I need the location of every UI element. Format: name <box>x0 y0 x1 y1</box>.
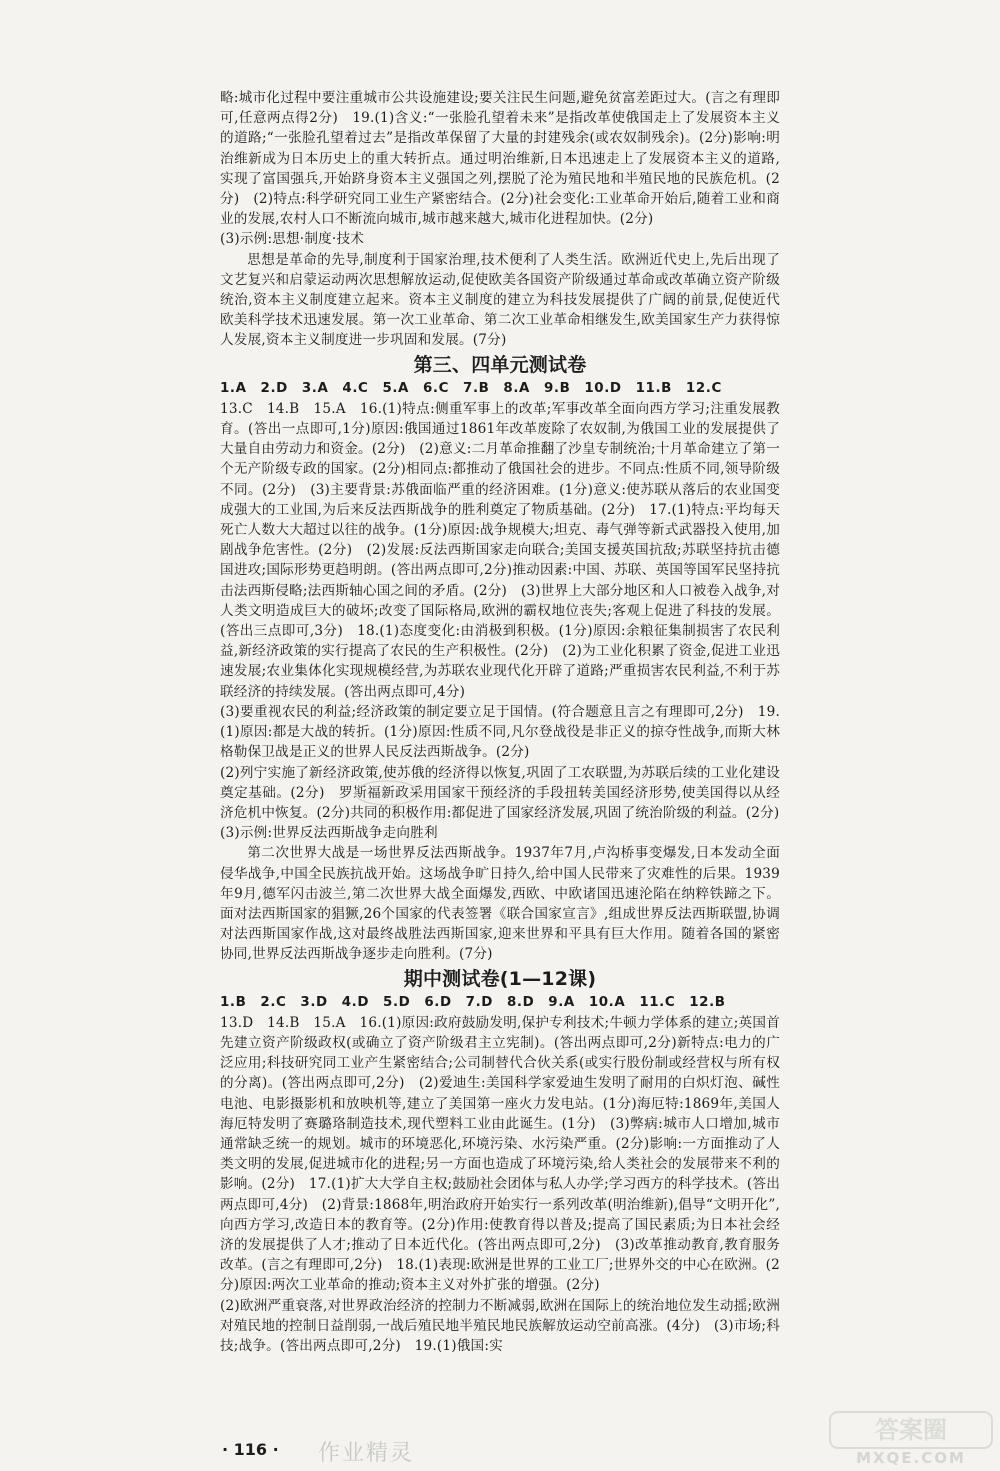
answer-paragraph: 13.D 14.B 15.A 16.(1)原因:政府鼓励发明,保护专利技术;牛顿力学体系的建立;英国首先建立资产阶级政权(或确立了资产阶级君主立宪制)。(答出两点即可,2分)新特点:电力的广泛应用;科技研究同工业产生紧密结合;公司制替代合伙关系(或实行股份制或经营权与所有权的分离)。(答出两点即可,2分) (2)爱迪生:美国科学家爱迪生发明了耐用的白炽灯泡、碱性电池、电影摄影机和放映机等,建立了美国第一座火力发电站。(1分)海厄特:1869年,美国人海厄特发明了赛璐珞制造技术,现代塑料工业由此诞生。(1分) (3)弊病:城市人口增加,城市通常缺乏统一的规划。城市的环境恶化,环境污染、水污染严重。(2分)影响:一方面推动了人类文明的发展,促进城市化的进程;另一方面也造成了环境污染,给人类社会的发展带来不利的影响。(2分) 17.(1)扩大大学自主权;鼓励社会团体与私人办学;学习西方的科学技术。(答出两点即可,4分) (2)背景:1868年,明治政府开始实行一系列改革(明治维新),倡导“文明开化”,向西方学习,改造日本的教育等。(2分)作用:使教育得以普及;提高了国民素质;为日本社会经济的发展提供了人才;推动了日本近代化。(答出两点即可,2分) (3)改革推动教育,教育服务改革。(言之有理即可,2分) 18.(1)表现:欧洲是世界的工业工厂;世界外交的中心在欧洲。(2分)原因:两次工业革命的推动;资本主义对外扩张的增强。(2分) <box>220 1014 780 1294</box>
answer-column <box>220 88 780 1356</box>
watermark-logo-text: 答案圈 <box>875 1416 947 1444</box>
page-number: · 116 · <box>222 1440 279 1459</box>
answer-paragraph: (2)列宁实施了新经济政策,使苏俄的经济得以恢复,巩固了工农联盟,为苏联后续的工业化建设奠定基础。(2分) 罗斯福新政采用国家干预经济的手段扭转美国经济形势,使美国得以从经济危机中恢复。(2分)共同的积极作用:都促进了国家经济发展,巩固了统治阶级的利益。(2分) <box>220 764 780 821</box>
answer-paragraph: (2)欧洲严重衰落,对世界政治经济的控制力不断减弱,欧洲在国际上的统治地位发生动摇;欧洲对殖民地的控制日益削弱,一战后殖民地半殖民地民族解放运动空前高涨。(4分) (3)市场;科技;战争。(答出两点即可,2分) 19.(1)俄国:实 <box>220 1297 780 1354</box>
choice-answers: 1.A 2.D 3.A 4.C 5.A 6.C 7.B 8.A 9.B 10.D 11.B 12.C <box>220 380 722 396</box>
essay-paragraph: 思想是革命的先导,制度利于国家治理,技术便利了人类生活。欧洲近代史上,先后出现了文艺复兴和启蒙运动两次思想解放运动,促使欧美各国资产阶级通过革命或改革确立资产阶级统治,资本主义制度建立起来。资本主义制度的建立为科技发展提供了广阔的前景,促使近代欧美科学技术迅速发展。第一次工业革命、第二次工业革命相继发生,欧美国家生产力获得惊人发展,资本主义制度进一步巩固和发展。(7分) <box>220 251 780 349</box>
watermark-stamp <box>352 778 422 808</box>
watermark-url: MXQE.COM <box>856 1449 966 1467</box>
section-title: 第三、四单元测试卷 <box>413 353 587 376</box>
section-title: 期中测试卷(1—12课) <box>403 967 597 990</box>
essay-paragraph: 第二次世界大战是一场世界反法西斯战争。1937年7月,卢沟桥事变爆发,日本发动全面侵华战争,中国全民族抗战开始。这场战争旷日持久,给中国人民带来了灾难性的后果。1939年9月,德军闪击波兰,第二次世界大战全面爆发,西欧、中欧诸国迅速沦陷在纳粹铁蹄之下。面对法西斯国家的猖獗,26个国家的代表签署《联合国家宣言》,组成世界反法西斯联盟,协调对法西斯国家作战,这对最终战胜法西斯国家,迎来世界和平具有巨大作用。随着各国的紧密协同,世界反法西斯战争逐步走向胜利。(7分) <box>220 845 780 963</box>
faint-watermark-text: 作业精灵 <box>318 1441 415 1466</box>
answer-paragraph: (3)示例:思想·制度·技术 <box>220 231 365 248</box>
choice-answers: 1.B 2.C 3.D 4.D 5.D 6.D 7.D 8.D 9.A 10.A 11.C 12.B <box>220 994 726 1010</box>
answer-paragraph: 略:城市化过程中要注重城市公共设施建设;要关注民生问题,避免贫富差距过大。(言之有理即可,任意两点得2分) 19.(1)含义:“一张脸孔望着未来”是指改革使俄国走上了发展资本主义的道路;“一张脸孔望着过去”是指改革保留了大量的封建残余(或农奴制残余)。(2分)影响:明治维新成为日本历史上的重大转折点。通过明治维新,日本迅速走上了发展资本主义的道路,实现了富国强兵,开始跻身资本主义强国之列,摆脱了沦为殖民地和半殖民地的民族危机。(2分) (2)特点:科学研究同工业生产紧密结合。(2分)社会变化:工业革命开始后,随着工业和商业的发展,农村人口不断流向城市,城市越来越大,城市化进程加快。(2分) <box>220 90 780 228</box>
answer-paragraph: (3)示例:世界反法西斯战争走向胜利 <box>220 825 438 842</box>
watermark-logo <box>826 1408 996 1468</box>
answer-paragraph: 13.C 14.B 15.A 16.(1)特点:侧重军事上的改革;军事改革全面向西方学习;注重发展教育。(答出一点即可,1分)原因:俄国通过1861年改革废除了农奴制,为俄国工业的发展提供了大量自由劳动力和资金。(2分) (2)意义:二月革命推翻了沙皇专制统治;十月革命建立了第一个无产阶级专政的国家。(2分)相同点:都推动了俄国社会的进步。不同点:性质不同,领导阶级不同。(2分) (3)主要背景:苏俄面临严重的经济困难。(1分)意义:使苏联从落后的农业国变成强大的工业国,为后来反法西斯战争的胜利奠定了物质基础。(2分) 17.(1)特点:平均每天死亡人数大大超过以往的战争。(1分)原因:战争规模大;坦克、毒气弹等新式武器投入使用,加剧战争危害性。(2分) (2)发展:反法西斯国家走向联合;美国支援英国抗敌;苏联坚持抗击德国进攻;国际形势更趋明朗。(答出两点即可,2分)推动因素:中国、苏联、英国等国军民坚持抗击法西斯侵略;法西斯轴心国之间的矛盾。(2分) (3)世界上大部分地区和人口被卷入战争,对人类文明造成巨大的破坏;改变了国际格局,欧洲的霸权地位丧失;客观上促进了科技的发展。(答出三点即可,3分) 18.(1)态度变化:由消极到积极。(1分)原因:余粮征集制损害了农民利益,新经济政策的实行提高了农民的生产积极性。(2分) (2)为工业化积累了资金,促进工业迅速发展;农业集体化实现规模经营,为苏联农业现代化开辟了道路;严重损害农民利益,不利于苏联经济的持续发展。(答出两点即可,4分) <box>220 400 780 700</box>
answer-paragraph: (3)要重视农民的利益;经济政策的制定要立足于国情。(符合题意且言之有理即可,2分) 19.(1)原因:都是大战的转折。(1分)原因:性质不同,凡尔登战役是非正义的掠夺性战争,而斯大林格勒保卫战是正义的世界人民反法西斯战争。(2分) <box>220 703 780 761</box>
